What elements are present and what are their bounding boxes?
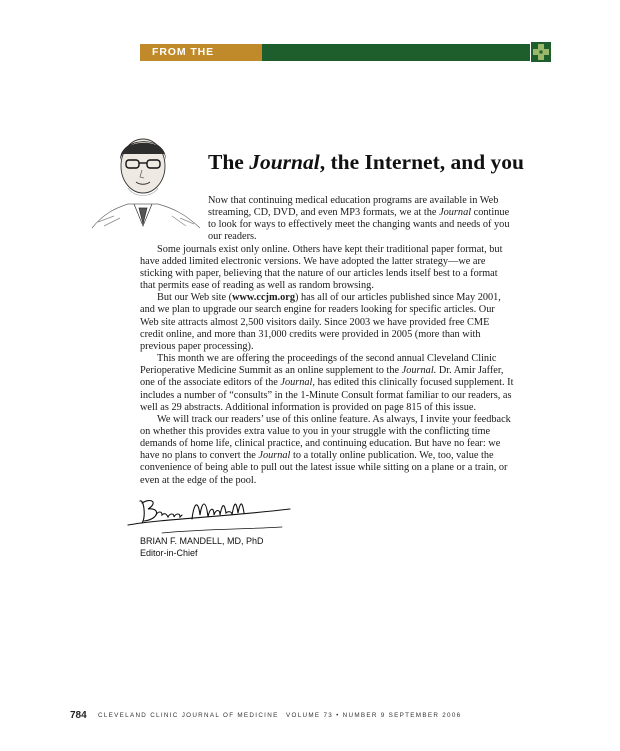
paragraph-text: Some journals exist only online. Others have kept their traditional paper format, but have added limited electronic versions. We have adopted the latter strategy—we are sticking with paper, believing that the nature of our articles lends itself best to a format that permits ease of reading as well as random browsing. <box>140 243 503 292</box>
paragraph-text: This month we are offering the proceedings of the second annual Cleveland Clinic Perioperative Medicine Summit as an online supplement to the <box>140 353 497 377</box>
footer-journal-name: CLEVELAND CLINIC JOURNAL OF MEDICINE <box>98 712 279 719</box>
section-header-bar <box>140 44 530 75</box>
signature-role: Editor-in-Chief <box>140 548 198 558</box>
paragraph-text: Journal <box>258 450 291 462</box>
article-paragraph <box>208 195 514 244</box>
paragraph-text: Journal, <box>280 377 315 389</box>
paragraph-text: ) has all of our articles published since May 2001, and we plan to upgrade our search engine for readers looking for specific articles. Our Web site attracts almost 2,500 visitors daily. Since 2003 we have provided free CME credit online, and more than 31,000 credits were provided in 2005 (more than with previous paper processing). <box>140 292 501 352</box>
cross-logo-icon <box>531 42 551 62</box>
article-paragraph <box>140 414 514 487</box>
page-number: 784 <box>70 710 87 721</box>
paragraph-text: We will track our readers’ use of this online feature. As always, I invite your feedback on whether this provides extra value to you in your struggle with the conflicting time demands of home life, clinical practice, and continuing education. But have no fear: we have no plans to convert the <box>140 413 511 462</box>
paragraph-text: to a totally online publication. We, too, value the convenience of being able to pull out the latest issue while sitting on a plane or a train, or even at the edge of the pool. <box>140 450 508 486</box>
article-title: The Journal, the Internet, and you <box>208 150 524 174</box>
paragraph-text: Journal. <box>401 365 437 377</box>
paragraph-text: But our Web site ( <box>157 292 233 304</box>
paragraph-text: Dr. Amir Jaffer, one of the associate editors of the <box>140 365 504 389</box>
article-body <box>140 195 514 487</box>
section-label: FROM THE EDITOR <box>140 44 262 61</box>
article-paragraph <box>140 244 514 293</box>
handwritten-signature <box>122 493 294 539</box>
paragraph-text: Now that continuing medical education programs are available in Web streaming, CD, DVD, and even MP3 formats, we at the <box>208 195 499 219</box>
paragraph-text: Journal <box>439 207 472 219</box>
page-footer <box>70 710 530 724</box>
website-link-text: www.ccjm.org <box>232 292 295 304</box>
footer-volume-issue: VOLUME 73 • NUMBER 9 SEPTEMBER 2006 <box>286 712 462 719</box>
signature-name: BRIAN F. MANDELL, MD, PhD <box>140 536 264 546</box>
article-paragraph <box>140 292 514 353</box>
paragraph-text: continue to look for ways to effectively meet the changing wants and needs of you our readers. <box>208 207 510 243</box>
article-paragraph <box>140 353 514 414</box>
paragraph-text: has edited this clinically focused supplement. It includes a number of “consults” in the 1-Minute Consult format familiar to our readers, as well as 29 abstracts. Additional information is provided on page 815 of this issue. <box>140 377 514 413</box>
